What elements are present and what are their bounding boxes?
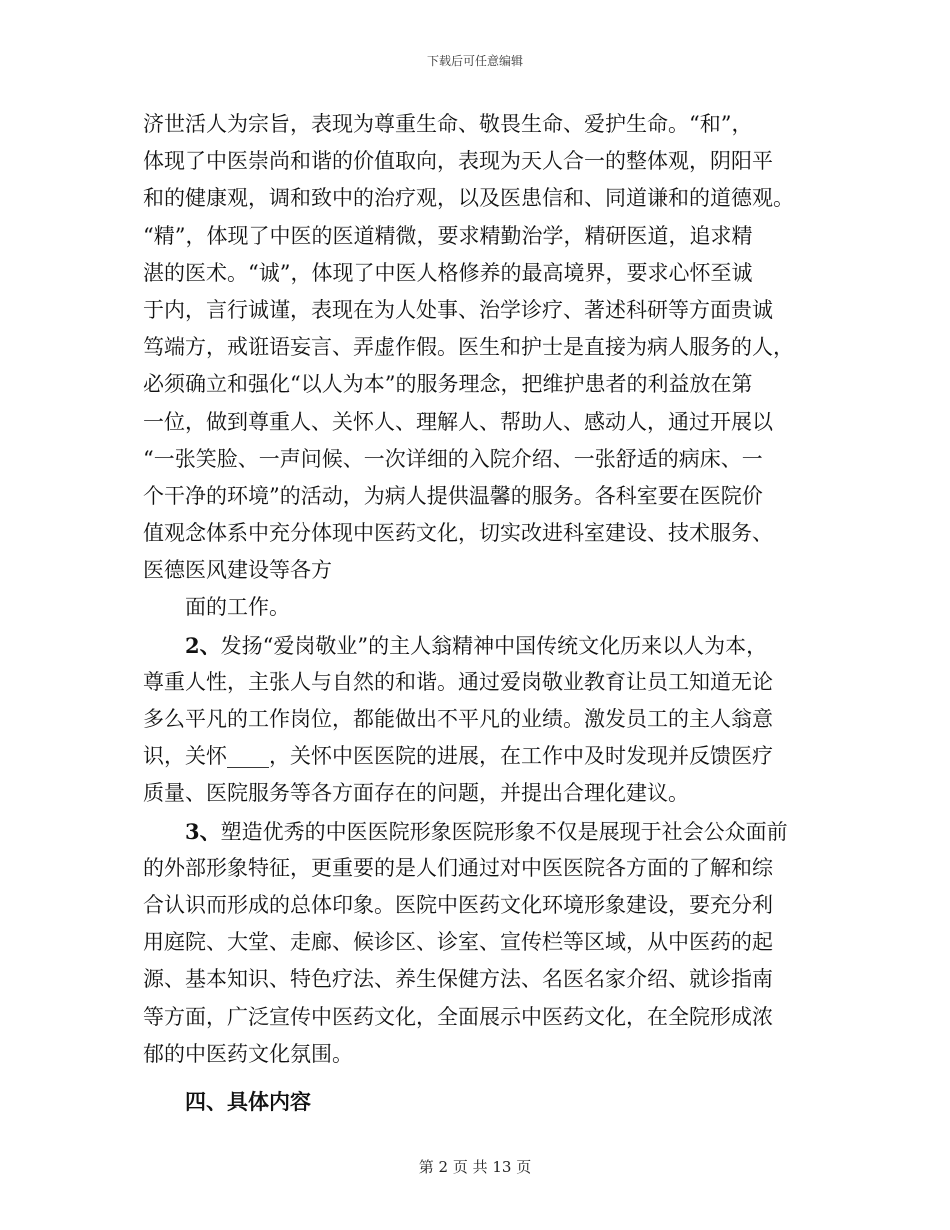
text-line: 一位，做到尊重人、关怀人、理解人、帮助人、感动人，通过开展以 <box>143 409 773 434</box>
text-line: 等方面，广泛宣传中医药文化，全面展示中医药文化，在全院形成浓 <box>143 1004 773 1029</box>
paragraph-text: 塑造优秀的中医医院形象医院形象不仅是展现于社会公众面前 <box>220 819 788 844</box>
text-line: 必须确立和强化“以人为本”的服务理念，把维护患者的利益放在第 <box>143 372 753 397</box>
text-line: 医德医风建设等各方 <box>143 558 332 583</box>
text-line: 多么平凡的工作岗位，都能做出不平凡的业绩。激发员工的主人翁意 <box>143 707 773 731</box>
section-heading: 四、具体内容 <box>185 1088 311 1114</box>
text-line: “精”，体现了中医的医道精微，要求精勤治学，精研医道，追求精 <box>143 223 753 248</box>
text-line: 源、基本知识、特色疗法、养生保健方法、名医名家介绍、就诊指南 <box>143 967 773 992</box>
text-line: 值观念体系中充分体现中医药文化，切实改进科室建设、技术服务、 <box>143 521 773 546</box>
paragraph-number: 2、 <box>185 632 221 658</box>
text-line: “一张笑脸、一声问候、一次详细的入院介绍、一张舒适的病床、一 <box>143 446 763 471</box>
text-line: 和的健康观，调和致中的治疗观，以及医患信和、同道谦和的道德观。 <box>143 186 794 211</box>
text-line: 个干净的环境”的活动，为病人提供温馨的服务。各科室要在医院价 <box>143 483 763 508</box>
text-line: 尊重人性，主张人与自然的和谐。通过爱岗敬业教育让员工知道无论 <box>143 669 773 694</box>
paragraph-text: 发扬“爱岗敬业”的主人翁精神中国传统文化历来以人为本， <box>220 633 768 658</box>
text-line: 的外部形象特征，更重要的是人们通过对中医医院各方面的了解和综 <box>143 855 773 880</box>
text-line: 笃端方，戒诳语妄言、弄虚作假。医生和护士是直接为病人服务的人， <box>143 335 794 360</box>
document-body <box>143 106 815 1120</box>
text-line: 郁的中医药文化氛围。 <box>143 1041 353 1066</box>
text-line: 面的工作。 <box>185 595 290 620</box>
paragraph-3 <box>143 813 815 1073</box>
text-line: 质量、医院服务等各方面存在的问题，并提出合理化建议。 <box>143 781 689 806</box>
text-line: 合认识而形成的总体印象。医院中医药文化环境形象建设，要充分利 <box>143 892 773 917</box>
text-line <box>143 813 815 850</box>
paragraph-2 <box>143 627 815 813</box>
paragraph-1 <box>143 106 815 627</box>
text-line: 用庭院、大堂、走廊、候诊区、诊室、宣传栏等区域，从中医药的起 <box>143 930 773 955</box>
text-line: 湛的医术。“诚”，体现了中医人格修养的最高境界，要求心怀至诚 <box>143 260 753 285</box>
text-line: 于内，言行诚谨，表现在为人处事、治学诊疗、著述科研等方面贵诚 <box>143 297 773 322</box>
paragraph-number: 3、 <box>185 818 221 844</box>
text-line: 济世活人为宗旨，表现为尊重生命、敬畏生命、爱护生命。“和”， <box>143 112 753 136</box>
page-header: 下载后可任意编辑 <box>426 54 523 68</box>
text-line: 体现了中医崇尚和谐的价值取向，表现为天人合一的整体观，阴阳平 <box>143 149 773 174</box>
page-footer: 第 2 页 共 13 页 <box>418 1158 532 1176</box>
text-line: 识，关怀____，关怀中医医院的进展，在工作中及时发现并反馈医疗 <box>143 744 773 769</box>
text-line <box>143 627 815 664</box>
